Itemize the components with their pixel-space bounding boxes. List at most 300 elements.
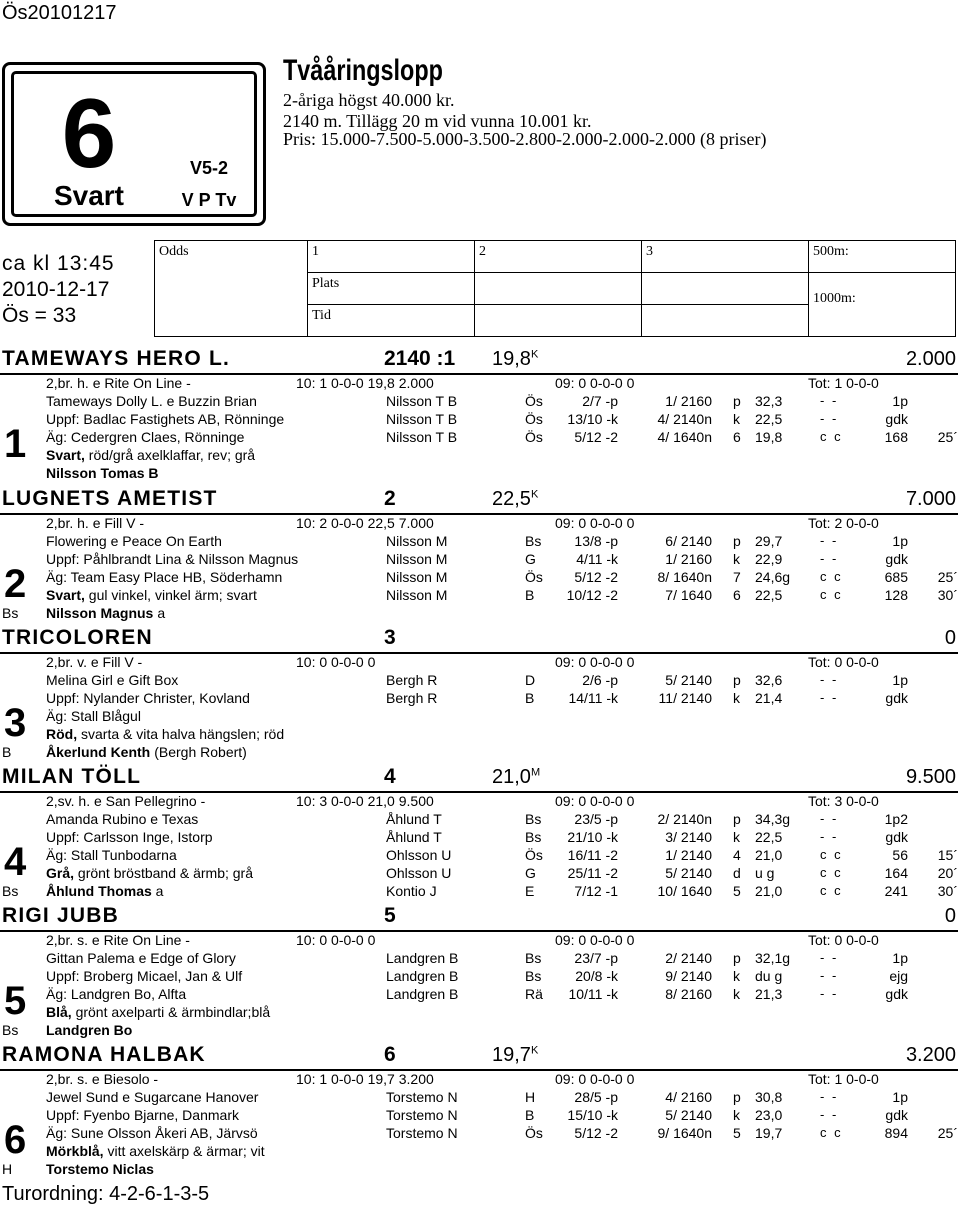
km-time: u g xyxy=(755,865,775,881)
info-line xyxy=(46,551,298,567)
big-start-number: 2 xyxy=(4,562,27,606)
horse-earnings: 9.500 xyxy=(905,766,956,788)
km-time: 23,0 xyxy=(755,1107,783,1123)
driver-name: Landgren Bo xyxy=(46,1022,133,1038)
year-2010: 10: 0 0-0-0 0 xyxy=(296,654,376,670)
info-text: grönt bröstband & ärmb; grå xyxy=(74,865,254,881)
placing-distance: 1/ 2160 xyxy=(665,393,712,409)
race-date: 23/7 -p xyxy=(574,950,618,966)
km-time: 22,5 xyxy=(755,411,783,427)
track: Ös xyxy=(525,429,543,445)
colors-main: Mörkblå, xyxy=(46,1143,104,1159)
placing-distance: 4/ 2160 xyxy=(665,1089,712,1105)
record-code: K xyxy=(530,1044,539,1057)
track: G xyxy=(525,551,536,567)
race-odds: 56 xyxy=(892,847,908,863)
info-text: Tameways Dolly L. e Buzzin Brian xyxy=(46,393,257,409)
grid-cell xyxy=(642,305,809,337)
shoe-info: - - xyxy=(820,393,839,408)
start-number: 2140 :1 xyxy=(384,347,456,370)
race-condition: 2-åriga högst 40.000 kr. xyxy=(283,90,455,110)
info-line xyxy=(46,865,253,881)
info-text: Amanda Rubino e Texas xyxy=(46,811,199,827)
km-time: 19,7 xyxy=(755,1125,783,1141)
placing-distance: 4/ 2140n xyxy=(657,411,712,427)
place-col-3: 3 xyxy=(642,241,809,273)
info-text: Uppf: Påhlbrandt Lina & Nilsson Magnus xyxy=(46,551,299,567)
start-number: 6 xyxy=(384,1043,396,1066)
track: Rä xyxy=(525,986,543,1002)
race-odds: 685 xyxy=(884,569,908,585)
start-method: 5 xyxy=(733,1125,741,1141)
year-2010: 10: 0 0-0-0 0 xyxy=(296,932,376,948)
grid-cell xyxy=(475,305,642,337)
shoe-info: ᴄ ᴄ xyxy=(820,429,843,444)
km-time: 29,7 xyxy=(755,533,783,549)
horse-earnings: 0 xyxy=(944,627,956,649)
trainer: Torstemo N xyxy=(386,1125,458,1141)
info-text: Uppf: Carlsson Inge, Istorp xyxy=(46,829,213,845)
info-bold: Åhlund Thomas xyxy=(46,883,152,899)
info-text: Äg: Cedergren Claes, Rönninge xyxy=(46,429,245,445)
horse-earnings: 2.000 xyxy=(905,348,956,370)
trainer: Nilsson M xyxy=(386,533,448,549)
track: Bs xyxy=(525,968,542,984)
year-2010: 10: 3 0-0-0 21,0 9.500 xyxy=(296,793,434,809)
place-col-1: 1 xyxy=(308,241,475,273)
km-time: 30,8 xyxy=(755,1089,783,1105)
info-line xyxy=(46,847,177,863)
placing-distance: 5/ 2140 xyxy=(665,672,712,688)
driver-name: Nilsson Tomas B xyxy=(46,465,159,481)
info-bold: Grå, xyxy=(46,865,75,881)
track: Ös xyxy=(525,569,543,585)
track: Ös xyxy=(525,411,543,427)
grid-cell xyxy=(642,273,809,305)
trainer: Ohlsson U xyxy=(386,865,452,881)
km-time: 34,3g xyxy=(755,811,791,827)
race-color: Svart xyxy=(53,180,125,211)
info-line xyxy=(46,811,198,827)
year-2009: 09: 0 0-0-0 0 xyxy=(555,654,635,670)
km-time: 22,5 xyxy=(755,829,783,845)
track: Bs xyxy=(525,533,542,549)
year-2009: 09: 0 0-0-0 0 xyxy=(555,1071,635,1087)
big-start-number: 6 xyxy=(4,1118,27,1162)
race-odds: gdk xyxy=(885,1107,908,1123)
start-number: 3 xyxy=(384,626,396,649)
post-time: ca kl 13:45 xyxy=(2,252,115,275)
info-line xyxy=(46,569,282,585)
horse-record xyxy=(492,1044,538,1067)
placing-distance: 1/ 2160 xyxy=(665,551,712,567)
track: Bs xyxy=(525,811,542,827)
bet-types: V P Tv xyxy=(181,190,237,210)
info-line: Äg: Stall Blågul xyxy=(46,708,141,724)
race-odds: 1p xyxy=(892,533,908,549)
info-text: Jewel Sund e Sugarcane Hanover xyxy=(46,1089,259,1105)
horse-name: MILAN TÖLL xyxy=(2,765,142,788)
prize: 20´ xyxy=(937,865,958,881)
start-method: p xyxy=(733,672,741,688)
placing-distance: 2/ 2140n xyxy=(657,811,712,827)
v-code: V5-2 xyxy=(189,158,229,178)
shoe-marker: H xyxy=(2,1161,13,1177)
start-method: 7 xyxy=(733,569,741,585)
trainer: Kontio J xyxy=(386,883,437,899)
horse-earnings: 0 xyxy=(944,905,956,927)
race-date: 10/11 -k xyxy=(568,986,618,1002)
info-text: Uppf: Broberg Micael, Jan & Ulf xyxy=(46,968,243,984)
race-odds: 1p2 xyxy=(884,811,908,827)
driver xyxy=(46,1161,158,1177)
horse-record xyxy=(492,348,538,371)
trainer: Nilsson M xyxy=(386,569,448,585)
km-time: 32,1g xyxy=(755,950,791,966)
start-method: p xyxy=(733,950,741,966)
info-text: Flowering e Peace On Earth xyxy=(46,533,222,549)
info-text: Uppf: Nylander Christer, Kovland xyxy=(46,690,250,706)
info-line xyxy=(46,690,250,706)
placing-distance: 3/ 2140 xyxy=(665,829,712,845)
grid-cell xyxy=(475,273,642,305)
horse-earnings: 3.200 xyxy=(905,1044,956,1066)
start-method: d xyxy=(733,865,741,881)
driver xyxy=(46,465,163,481)
odds-label: Odds xyxy=(155,241,308,337)
start-method: k xyxy=(733,829,740,845)
placing-distance: 1/ 2140 xyxy=(665,847,712,863)
race-date: 16/11 -2 xyxy=(567,847,618,863)
driver-extra: a xyxy=(157,605,166,621)
info-text: Uppf: Fyenbo Bjarne, Danmark xyxy=(46,1107,239,1123)
start-method: 6 xyxy=(733,587,741,603)
prize: 30´ xyxy=(937,883,958,899)
placing-distance: 10/ 1640 xyxy=(657,883,712,899)
driver xyxy=(46,1022,136,1038)
info-text: Äg: Stall Tunbodarna xyxy=(46,847,177,863)
trainer: Bergh R xyxy=(386,690,438,706)
shoe-info: ᴄ ᴄ xyxy=(820,865,843,880)
shoe-info: - - xyxy=(820,968,839,983)
turordning: Turordning: 4-2-6-1-3-5 xyxy=(2,1183,210,1205)
prize: 25´ xyxy=(937,1125,958,1141)
track: Ös xyxy=(525,393,543,409)
km-time: 21,0 xyxy=(755,883,783,899)
placing-distance: 6/ 2140 xyxy=(665,533,712,549)
info-text: Äg: Sune Olsson Åkeri AB, Järvsö xyxy=(46,1125,258,1141)
driver-extra: (Bergh Robert) xyxy=(154,744,247,760)
document-id: Ös20101217 xyxy=(2,2,117,24)
track: E xyxy=(525,883,535,899)
colors-detail: grönt axelparti & ärmbindlar;blå xyxy=(71,1004,271,1020)
colors-detail: vitt axelskärp & ärmar; vit xyxy=(103,1143,265,1159)
start-number: 2 xyxy=(384,487,396,510)
horse-name: TAMEWAYS HERO L. xyxy=(2,347,231,370)
track: Ös xyxy=(525,847,543,863)
year-2010: 10: 1 0-0-0 19,8 2.000 xyxy=(296,375,434,391)
race-date: 13/10 -k xyxy=(567,411,618,427)
horse-earnings: 7.000 xyxy=(905,488,956,510)
start-method: k xyxy=(733,1107,740,1123)
racing-colors xyxy=(46,1143,265,1159)
placing-distance: 2/ 2140 xyxy=(665,950,712,966)
shoe-info: - - xyxy=(820,1107,839,1122)
race-date: 20/8 -k xyxy=(575,968,618,984)
prize: 25´ xyxy=(937,569,958,585)
racing-colors xyxy=(46,447,255,463)
track: B xyxy=(525,1107,535,1123)
start-method: p xyxy=(733,533,741,549)
info-text: Melina Girl e Gift Box xyxy=(46,672,179,688)
pedigree: 2,br. h. e Rite On Line - xyxy=(46,375,191,391)
race-date: 25/11 -2 xyxy=(567,865,618,881)
driver-name: Nilsson Magnus xyxy=(46,605,154,621)
info-text: gul vinkel, vinkel ärm; svart xyxy=(84,587,257,603)
big-start-number: 3 xyxy=(4,701,27,745)
driver xyxy=(46,605,165,621)
race-date: 23/5 -p xyxy=(574,811,618,827)
trainer: Bergh R xyxy=(386,672,438,688)
km-time: 19,8 xyxy=(755,429,783,445)
race-odds: 241 xyxy=(884,883,908,899)
start-method: 4 xyxy=(733,847,741,863)
driver-name: Torstemo Niclas xyxy=(46,1161,154,1177)
km-time: 21,0 xyxy=(755,847,783,863)
track: Ös xyxy=(525,1125,543,1141)
trainer: Nilsson T B xyxy=(386,411,458,427)
info-line xyxy=(46,411,284,427)
horse-record xyxy=(492,488,538,511)
track: G xyxy=(525,865,536,881)
info-line xyxy=(46,533,222,549)
trainer: Landgren B xyxy=(386,986,459,1002)
race-date: 5/12 -2 xyxy=(574,569,618,585)
prize: 30´ xyxy=(937,587,958,603)
info-text: a xyxy=(151,883,164,899)
shoe-info: - - xyxy=(820,672,839,687)
info-line xyxy=(46,429,244,445)
colors-main: Svart, xyxy=(46,447,85,463)
race-date: 14/11 -k xyxy=(568,690,618,706)
pedigree: 2,br. v. e Fill V - xyxy=(46,654,143,670)
shoe-info: ᴄ ᴄ xyxy=(820,1125,843,1140)
shoe-info: - - xyxy=(820,986,839,1001)
race-date: 5/12 -2 xyxy=(574,1125,618,1141)
shoe-info: - - xyxy=(820,1089,839,1104)
info-text: Uppf: Badlac Fastighets AB, Rönninge xyxy=(46,411,285,427)
start-method: p xyxy=(733,393,741,409)
start-method: k xyxy=(733,411,740,427)
career-total: Tot: 2 0-0-0 xyxy=(808,515,879,531)
km-time: 32,3 xyxy=(755,393,783,409)
shoe-info: ᴄ ᴄ xyxy=(820,883,843,898)
trainer: Ohlsson U xyxy=(386,847,452,863)
year-2009: 09: 0 0-0-0 0 xyxy=(555,793,635,809)
race-odds: 128 xyxy=(884,587,908,603)
trainer: Torstemo N xyxy=(386,1107,458,1123)
start-method: 5 xyxy=(733,883,741,899)
info-line xyxy=(46,672,178,688)
colors-detail: svarta & vita halva hängslen; röd xyxy=(77,726,285,742)
start-method: k xyxy=(733,968,740,984)
km-time: 22,5 xyxy=(755,587,783,603)
info-bold: Svart, xyxy=(46,587,85,603)
shoe-info: ᴄ ᴄ xyxy=(820,587,843,602)
race-date: 5/12 -2 xyxy=(574,429,618,445)
shoe-marker: Bs xyxy=(2,605,19,621)
info-line xyxy=(46,986,186,1002)
km-time: 22,9 xyxy=(755,551,783,567)
race-condition: 2140 m. Tillägg 20 m vid vunna 10.001 kr. xyxy=(283,111,592,131)
split-500m: 500m: xyxy=(809,241,956,273)
year-2010: 10: 2 0-0-0 22,5 7.000 xyxy=(296,515,434,531)
record-code: K xyxy=(530,488,539,501)
trainer: Nilsson M xyxy=(386,587,448,603)
track: Bs xyxy=(525,950,542,966)
placing-distance: 5/ 2140 xyxy=(665,865,712,881)
record-time: 22,5 xyxy=(492,488,531,510)
placing-distance: 9/ 1640n xyxy=(657,1125,712,1141)
km-time: du g xyxy=(755,968,783,984)
race-odds: 1p xyxy=(892,950,908,966)
colors-detail: röd/grå axelklaffar, rev; grå xyxy=(84,447,256,463)
track: D xyxy=(525,672,536,688)
placing-distance: 8/ 2160 xyxy=(665,986,712,1002)
race-condition: Pris: 15.000-7.500-5.000-3.500-2.800-2.000-2.000-2.000 (8 priser) xyxy=(283,129,767,149)
big-start-number: 5 xyxy=(4,979,27,1023)
trainer: Nilsson T B xyxy=(386,393,458,409)
year-2009: 09: 0 0-0-0 0 xyxy=(555,515,635,531)
shoe-info: ᴄ ᴄ xyxy=(820,569,843,584)
race-date: 21/10 -k xyxy=(567,829,618,845)
tid-label: Tid xyxy=(308,305,475,337)
career-total: Tot: 1 0-0-0 xyxy=(808,375,879,391)
prize: 25´ xyxy=(937,429,958,445)
track-number: Ös = 33 xyxy=(2,304,77,327)
horse-name: RAMONA HALBAK xyxy=(2,1043,206,1066)
shoe-marker: Bs xyxy=(2,1022,19,1038)
split-1000m: 1000m: xyxy=(809,273,956,337)
km-time: 21,3 xyxy=(755,986,783,1002)
race-odds: 1p xyxy=(892,1089,908,1105)
big-start-number: 4 xyxy=(4,840,27,884)
career-total: Tot: 1 0-0-0 xyxy=(808,1071,879,1087)
info-line xyxy=(46,829,213,845)
race-date: 15/10 -k xyxy=(567,1107,618,1123)
race-number: 6 xyxy=(61,78,117,188)
horse-name: LUGNETS AMETIST xyxy=(2,487,218,510)
big-start-number: 1 xyxy=(4,422,27,466)
track: H xyxy=(525,1089,536,1105)
year-2010: 10: 1 0-0-0 19,7 3.200 xyxy=(296,1071,434,1087)
trainer: Nilsson T B xyxy=(386,429,458,445)
colors-main: Blå, xyxy=(46,1004,72,1020)
race-odds: gdk xyxy=(885,829,908,845)
plats-label: Plats xyxy=(308,273,475,305)
shoe-marker: Bs xyxy=(2,883,19,899)
track: B xyxy=(525,690,535,706)
odds-grid xyxy=(154,240,956,337)
race-odds: 164 xyxy=(884,865,908,881)
info-line xyxy=(46,587,257,603)
horse-name: TRICOLOREN xyxy=(2,626,153,649)
race-odds: 1p xyxy=(892,393,908,409)
horse-record xyxy=(492,766,540,789)
shoe-info: ᴄ ᴄ xyxy=(820,847,843,862)
race-odds: gdk xyxy=(885,690,908,706)
info-line xyxy=(46,968,242,984)
shoe-info: - - xyxy=(820,533,839,548)
start-method: k xyxy=(733,690,740,706)
race-odds: gdk xyxy=(885,551,908,567)
placing-distance: 8/ 1640n xyxy=(657,569,712,585)
race-date: 28/5 -p xyxy=(574,1089,618,1105)
trainer: Landgren B xyxy=(386,968,459,984)
placing-distance: 9/ 2140 xyxy=(665,968,712,984)
race-date: 2/7 -p xyxy=(582,393,618,409)
info-line xyxy=(46,1107,239,1123)
info-line xyxy=(46,393,257,409)
race-odds: 1p xyxy=(892,672,908,688)
race-date: 4/11 -k xyxy=(576,551,618,567)
pedigree: 2,br. s. e Biesolo - xyxy=(46,1071,159,1087)
race-date: 7/12 -1 xyxy=(574,883,618,899)
race-date: 10/12 -2 xyxy=(566,587,618,603)
start-method: k xyxy=(733,986,740,1002)
start-method: 6 xyxy=(733,429,741,445)
year-2009: 09: 0 0-0-0 0 xyxy=(555,375,635,391)
info-line xyxy=(46,1089,258,1105)
race-date: 2/6 -p xyxy=(582,672,618,688)
pedigree: 2,sv. h. e San Pellegrino - xyxy=(46,793,206,809)
shoe-info: - - xyxy=(820,411,839,426)
race-number-box xyxy=(2,62,266,226)
km-time: 21,4 xyxy=(755,690,783,706)
info-line xyxy=(46,1125,258,1141)
race-title: Tvååringslopp xyxy=(283,54,443,87)
shoe-marker: B xyxy=(2,744,12,760)
start-method: p xyxy=(733,811,741,827)
trainer: Torstemo N xyxy=(386,1089,458,1105)
info-line xyxy=(46,883,163,899)
race-odds: ejg xyxy=(889,968,908,984)
race-odds: gdk xyxy=(885,986,908,1002)
horse-name: RIGI JUBB xyxy=(2,904,119,927)
racing-colors xyxy=(46,1004,270,1020)
career-total: Tot: 0 0-0-0 xyxy=(808,932,879,948)
trainer: Åhlund T xyxy=(386,811,442,827)
racing-colors xyxy=(46,726,284,742)
shoe-info: - - xyxy=(820,551,839,566)
info-text: Äg: Team Easy Place HB, Söderhamn xyxy=(46,569,283,585)
km-time: 24,6g xyxy=(755,569,791,585)
trainer: Landgren B xyxy=(386,950,459,966)
record-time: 19,7 xyxy=(492,1044,531,1066)
shoe-info: - - xyxy=(820,811,839,826)
record-time: 21,0 xyxy=(492,766,531,788)
placing-distance: 11/ 2140 xyxy=(658,690,712,706)
start-method: p xyxy=(733,1089,741,1105)
track: B xyxy=(525,587,535,603)
driver-name: Åkerlund Kenth xyxy=(46,744,151,760)
start-number: 5 xyxy=(384,904,396,927)
career-total: Tot: 3 0-0-0 xyxy=(808,793,879,809)
start-method: k xyxy=(733,551,740,567)
race-date: 13/8 -p xyxy=(574,533,618,549)
record-code: M xyxy=(530,766,541,779)
track: Bs xyxy=(525,829,542,845)
